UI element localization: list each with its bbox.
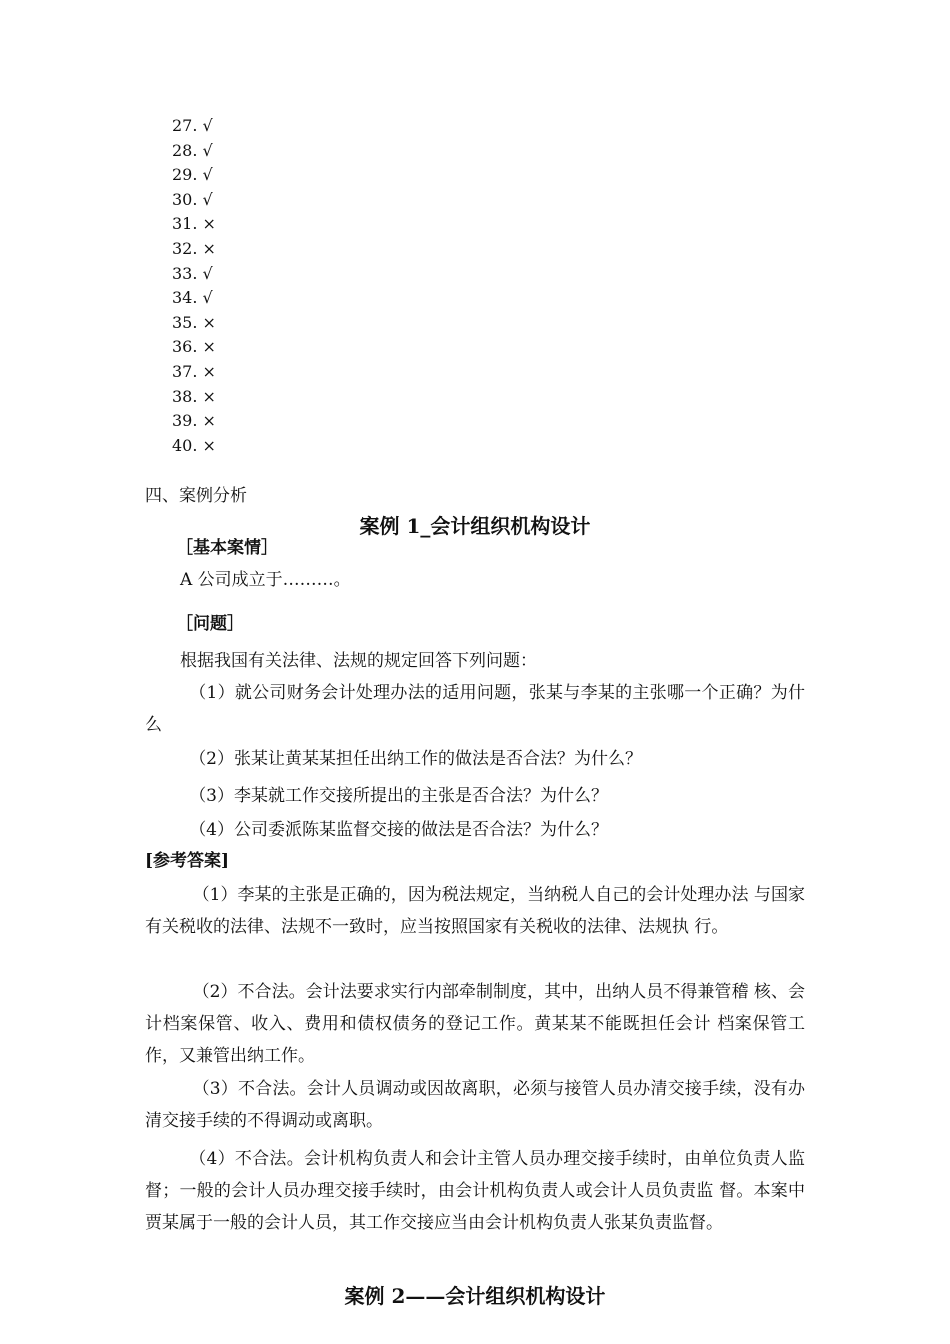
answer-item: 38. × [172, 386, 216, 406]
basic-facts-label: ［基本案情］ [176, 538, 278, 558]
case1-title: 案例 1_会计组织机构设计 [359, 514, 591, 538]
reference-answer-label: [参考答案] [145, 851, 230, 871]
answer-item: 36. × [172, 337, 216, 357]
reference-answer-1: （1）李某的主张是正确的，因为税法规定，当纳税人自己的会计处理办法 与国家有关税收的法律、法规不一致时，应当按照国家有关税收的法律、法规执 行。 [145, 885, 805, 937]
answer-item: 34. √ [172, 288, 213, 308]
answer-item: 40. × [172, 435, 216, 455]
reference-answer-3: （3）不合法。会计人员调动或因故离职，必须与接管人员办清交接手续，没有办清交接手续的不得调动或离职。 [145, 1079, 805, 1131]
question-2: （2）张某让黄某某担任出纳工作的做法是否合法？为什么？ [189, 749, 643, 769]
true-false-answer-list [172, 114, 216, 458]
question-1: （1）就公司财务会计处理办法的适用问题，张某与李某的主张哪一个正确？为什么 [145, 683, 805, 735]
questions-intro: 根据我国有关法律、法规的规定回答下列问题： [180, 651, 537, 671]
reference-answer-2: （2）不合法。会计法要求实行内部牵制制度，其中，出纳人员不得兼管稽 核、会计档案保管、收入、费用和债权债务的登记工作。黄某某不能既担任会计 档案保管工作，又兼管出纳工作。 [145, 982, 805, 1066]
question-3: （3）李某就工作交接所提出的主张是否合法？为什么？ [189, 786, 609, 806]
reference-answer-4: （4）不合法。会计机构负责人和会计主管人员办理交接手续时，由单位负责人监督；一般的会计人员办理交接手续时，由会计机构负责人或会计人员负责监 督。本案中贾某属于一般的会计人员，其工作交接应当由会计机构负责人张某负责监督。 [145, 1149, 805, 1233]
section-heading: 四、案例分析 [145, 486, 247, 506]
answer-item: 30. √ [172, 189, 213, 209]
question-4: （4）公司委派陈某监督交接的做法是否合法？为什么？ [189, 820, 609, 840]
answer-item: 39. × [172, 411, 216, 431]
questions-label: ［问题］ [176, 614, 244, 634]
answer-item: 27. √ [172, 116, 213, 135]
basic-facts-text: A 公司成立于………。 [180, 570, 351, 590]
answer-item: 31. × [172, 214, 216, 234]
answer-item: 29. √ [172, 165, 213, 185]
case2-title: 案例 2——会计组织机构设计 [344, 1284, 606, 1308]
answer-item: 37. × [172, 361, 216, 381]
answer-item: 28. √ [172, 140, 213, 160]
answer-item: 33. √ [172, 263, 213, 283]
answer-item: 35. × [172, 312, 216, 332]
answer-item: 32. × [172, 238, 216, 258]
